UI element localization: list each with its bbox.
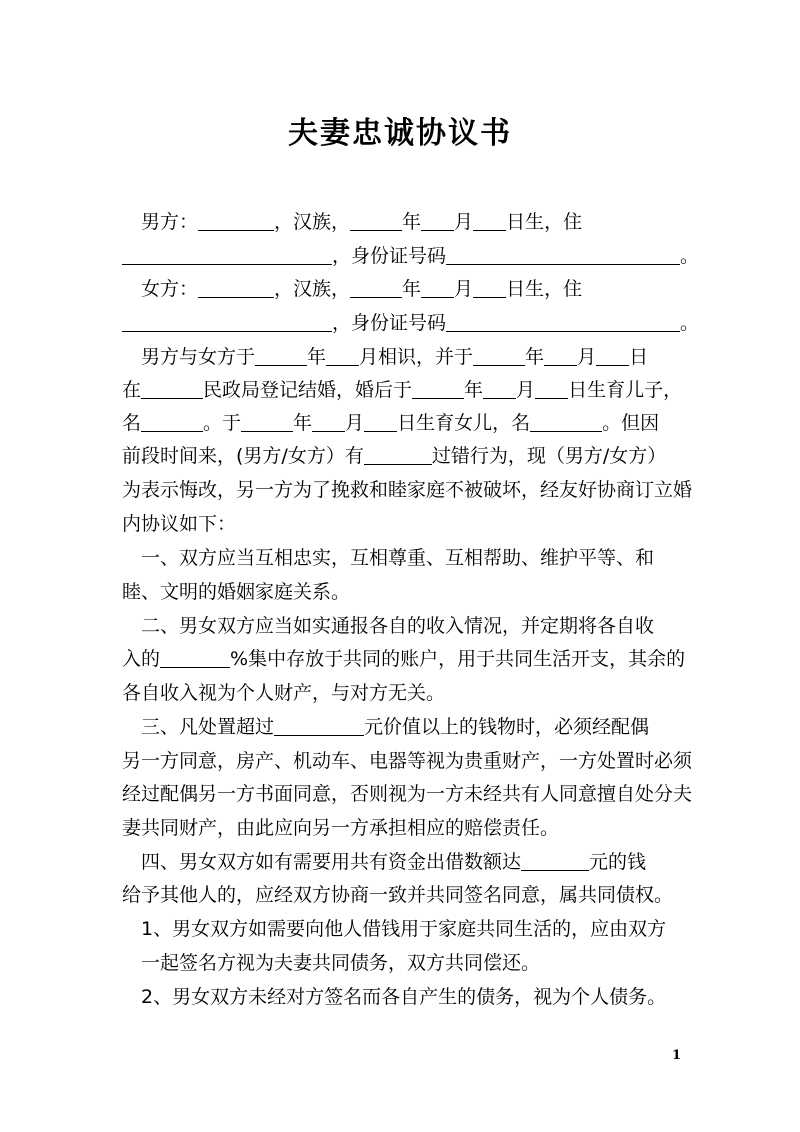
text-line [122, 614, 682, 638]
page-number: 1 [672, 1048, 682, 1063]
text-segment: ，身份证号码 [332, 245, 447, 267]
text-segment: 日生育女儿，名 [397, 412, 531, 434]
fill-in-blank [596, 345, 629, 366]
fill-in-blank [421, 210, 454, 231]
text-line [122, 715, 682, 739]
text-segment: 妻共同财产，由此应向另一方承担相应的赔偿责任。 [122, 817, 560, 839]
text-segment: ，身份证号码 [332, 312, 447, 334]
text-segment: 年 [307, 346, 327, 368]
text-segment: 月相识，并于 [359, 346, 474, 368]
text-line [122, 850, 682, 874]
text-segment: 四、男女双方如有需要用共有资金出借数额达 [122, 851, 522, 873]
text-line [122, 749, 693, 773]
text-segment: 一起签名方视为夫妻共同债务，双方共同偿还。 [122, 952, 541, 974]
text-line [122, 681, 682, 705]
text-line [122, 244, 700, 268]
text-segment: 内协议如下： [122, 513, 237, 535]
text-segment: 1、男女双方如需要向他人借钱用于家庭共同生活的，应由双方 [122, 918, 667, 940]
text-segment: 另一方同意，房产、机动车、电器等视为贵重财产，一方处置时必须 [122, 750, 693, 772]
text-line [122, 917, 682, 941]
text-segment: 民政局登记结婚，婚后于 [203, 379, 413, 401]
fill-in-blank [473, 210, 506, 231]
text-line [122, 311, 700, 335]
text-line [122, 816, 682, 840]
fill-in-blank [122, 244, 332, 265]
text-segment: 元价值以上的钱物时，必须经配偶 [364, 716, 650, 738]
text-segment: 年 [402, 211, 422, 233]
text-segment: 过错行为，现（男方/女方） [431, 445, 667, 467]
text-segment: 睦、文明的婚姻家庭关系。 [122, 581, 351, 603]
text-line [122, 951, 682, 975]
fill-in-blank [274, 715, 364, 736]
fill-in-blank [326, 345, 359, 366]
text-segment: 经过配偶另一方书面同意，否则视为一方未经共有人同意擅自处分夫 [122, 783, 693, 805]
fill-in-blank [544, 345, 577, 366]
fill-in-blank [198, 277, 274, 298]
fill-in-blank [446, 311, 680, 332]
fill-in-blank [255, 345, 307, 366]
fill-in-blank [473, 277, 506, 298]
text-segment: 二、男女双方应当如实通报各自的收入情况，并定期将各自收 [122, 615, 655, 637]
text-line [122, 580, 682, 604]
text-line [122, 512, 682, 536]
text-line [122, 546, 682, 570]
text-segment: 三、凡处置超过 [122, 716, 275, 738]
text-segment: 给予其他人的，应经双方协商一致并共同签名同意，属共同债权。 [122, 884, 674, 906]
text-segment: 月 [516, 379, 536, 401]
text-segment: 前段时间来，(男方/女方）有 [122, 445, 364, 467]
text-segment: 一、双方应当互相忠实，互相尊重、互相帮助、维护平等、和 [122, 547, 655, 569]
text-line [122, 277, 682, 301]
document-title: 夫妻忠诚协议书 [288, 116, 512, 151]
text-segment: 男方与女方于 [122, 346, 256, 368]
fill-in-blank [421, 277, 454, 298]
fill-in-blank [350, 210, 402, 231]
text-segment: 男方： [122, 211, 199, 233]
text-segment: 入的 [122, 648, 161, 670]
fill-in-blank [312, 411, 345, 432]
text-segment: 年 [525, 346, 545, 368]
text-line [122, 210, 682, 234]
fill-in-blank [122, 311, 332, 332]
text-segment: 月 [454, 278, 474, 300]
text-segment: 日 [629, 346, 649, 368]
text-segment: 在 [122, 379, 142, 401]
text-segment: 年 [464, 379, 484, 401]
text-line [122, 411, 682, 435]
text-segment: 月 [454, 211, 474, 233]
fill-in-blank [198, 210, 274, 231]
text-segment: 2、男女双方未经对方签名而各自产生的债务，视为个人债务。 [122, 986, 667, 1008]
text-segment: 元的钱 [589, 851, 647, 873]
text-segment: 女方： [122, 278, 199, 300]
fill-in-blank [446, 244, 680, 265]
text-segment: 。 [680, 312, 700, 334]
fill-in-blank [141, 411, 203, 432]
text-segment: 年 [402, 278, 422, 300]
text-segment: 日生育儿子， [568, 379, 683, 401]
fill-in-blank [473, 345, 525, 366]
fill-in-blank [483, 378, 516, 399]
fill-in-blank [241, 411, 293, 432]
text-line [122, 782, 693, 806]
text-segment: 。 [680, 245, 700, 267]
text-segment: 日生，住 [506, 278, 583, 300]
text-segment: ，汉族， [274, 278, 351, 300]
text-line [122, 345, 682, 369]
fill-in-blank [521, 850, 589, 871]
fill-in-blank [350, 277, 402, 298]
fill-in-blank [364, 444, 432, 465]
text-segment: ，汉族， [274, 211, 351, 233]
text-line [122, 444, 682, 468]
text-segment: %集中存放于共同的账户，用于共同生活开支，其余的 [230, 648, 686, 670]
text-line [122, 883, 682, 907]
fill-in-blank [412, 378, 464, 399]
fill-in-blank [364, 411, 397, 432]
text-segment: 月 [577, 346, 597, 368]
text-segment: 日生，住 [506, 211, 583, 233]
fill-in-blank [141, 378, 203, 399]
fill-in-blank [535, 378, 568, 399]
text-line [122, 478, 693, 502]
text-segment: 月 [345, 412, 365, 434]
text-line [122, 647, 686, 671]
text-line [122, 985, 682, 1009]
text-segment: 为表示悔改，另一方为了挽救和睦家庭不被破坏，经友好协商订立婚 [122, 479, 693, 501]
text-segment: 。于 [203, 412, 242, 434]
text-segment: 名 [122, 412, 142, 434]
text-segment: 各自收入视为个人财产，与对方无关。 [122, 682, 446, 704]
text-segment: 。但因 [602, 412, 660, 434]
fill-in-blank [160, 647, 230, 668]
text-segment: 年 [293, 412, 313, 434]
text-line [122, 378, 682, 402]
fill-in-blank [530, 411, 602, 432]
